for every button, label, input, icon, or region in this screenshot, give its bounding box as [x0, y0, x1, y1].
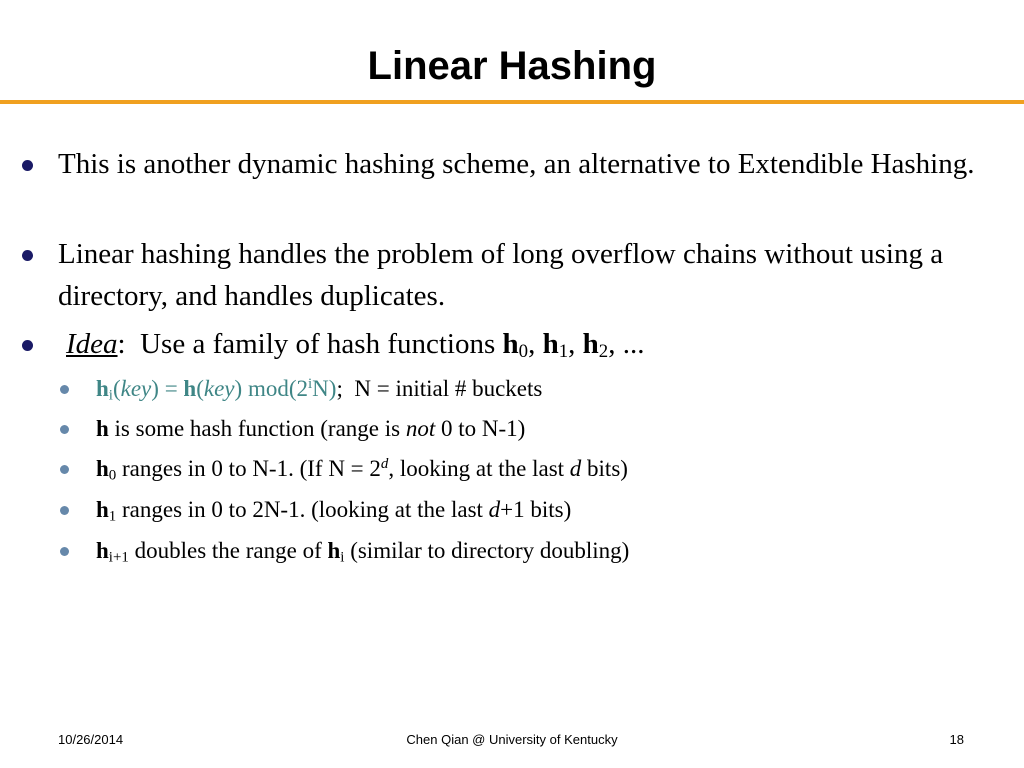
- h-symbol: h: [542, 328, 559, 360]
- sub-bullet-2: h is some hash function (range is not 0 to N-1): [96, 412, 996, 446]
- idea-label: Idea: [66, 328, 118, 360]
- bullet-3: Idea: Use a family of hash functions $h_0$, $h_1$, $h_2$, ...: [58, 323, 1008, 365]
- idea-colon: :: [117, 328, 126, 360]
- h-symbol: h: [502, 328, 519, 360]
- footer-author: Chen Qian @ University of Kentucky: [406, 732, 618, 747]
- title-divider: [0, 100, 1024, 104]
- hash-formula: $h_i(key) = h(key)$ mod(2$^i$N): [96, 375, 337, 404]
- footer-page-number: 18: [949, 732, 964, 747]
- slide-title: Linear Hashing: [367, 44, 657, 88]
- sub-bullet-dot-icon: [60, 547, 69, 556]
- bullet-dot-icon: [22, 160, 33, 171]
- bullet-2: [58, 233, 1008, 317]
- sub-bullet-4: $h_1$ ranges in 0 to 2N-1. (looking at the last d+1 bits): [96, 493, 996, 527]
- bullet-2-text: Linear hashing handles the problem of long overflow chains without using a directory, and handles duplicates.: [58, 238, 944, 312]
- n-definition: N = initial # buckets: [354, 376, 543, 401]
- h-symbol: h: [96, 497, 109, 522]
- h-subscript: 1: [558, 341, 569, 363]
- sub-bullet-dot-icon: [60, 385, 69, 394]
- sub-bullet-dot-icon: [60, 425, 69, 434]
- idea-text: Use a family of hash functions: [140, 328, 496, 360]
- h-symbol: h: [96, 416, 109, 441]
- sub-bullet-3: $h_0$ ranges in 0 to N-1. (If $N = 2^d$, looking at the last d bits): [96, 452, 996, 486]
- formula-semicolon: ;: [336, 376, 343, 401]
- h-symbol: h: [582, 328, 599, 360]
- h-symbol: h: [96, 456, 109, 481]
- sub-bullet-dot-icon: [60, 506, 69, 515]
- bullet-dot-icon: [22, 250, 33, 261]
- bullet-1-text: This is another dynamic hashing scheme, an alternative to Extendible Hashing.: [58, 148, 975, 180]
- ellipsis: ...: [622, 328, 645, 360]
- bullet-1: [58, 143, 1008, 185]
- sub-bullet-1: [96, 372, 996, 406]
- bullet-dot-icon: [22, 340, 33, 351]
- h-subscript: 0: [518, 341, 529, 363]
- footer-date: 10/26/2014: [58, 732, 124, 747]
- sub-bullet-dot-icon: [60, 465, 69, 474]
- sub-bullet-5: $h_{i+1}$ doubles the range of $h_i$ (similar to directory doubling): [96, 534, 996, 568]
- h-symbol: h: [96, 538, 109, 563]
- h-subscript: 2: [598, 341, 609, 363]
